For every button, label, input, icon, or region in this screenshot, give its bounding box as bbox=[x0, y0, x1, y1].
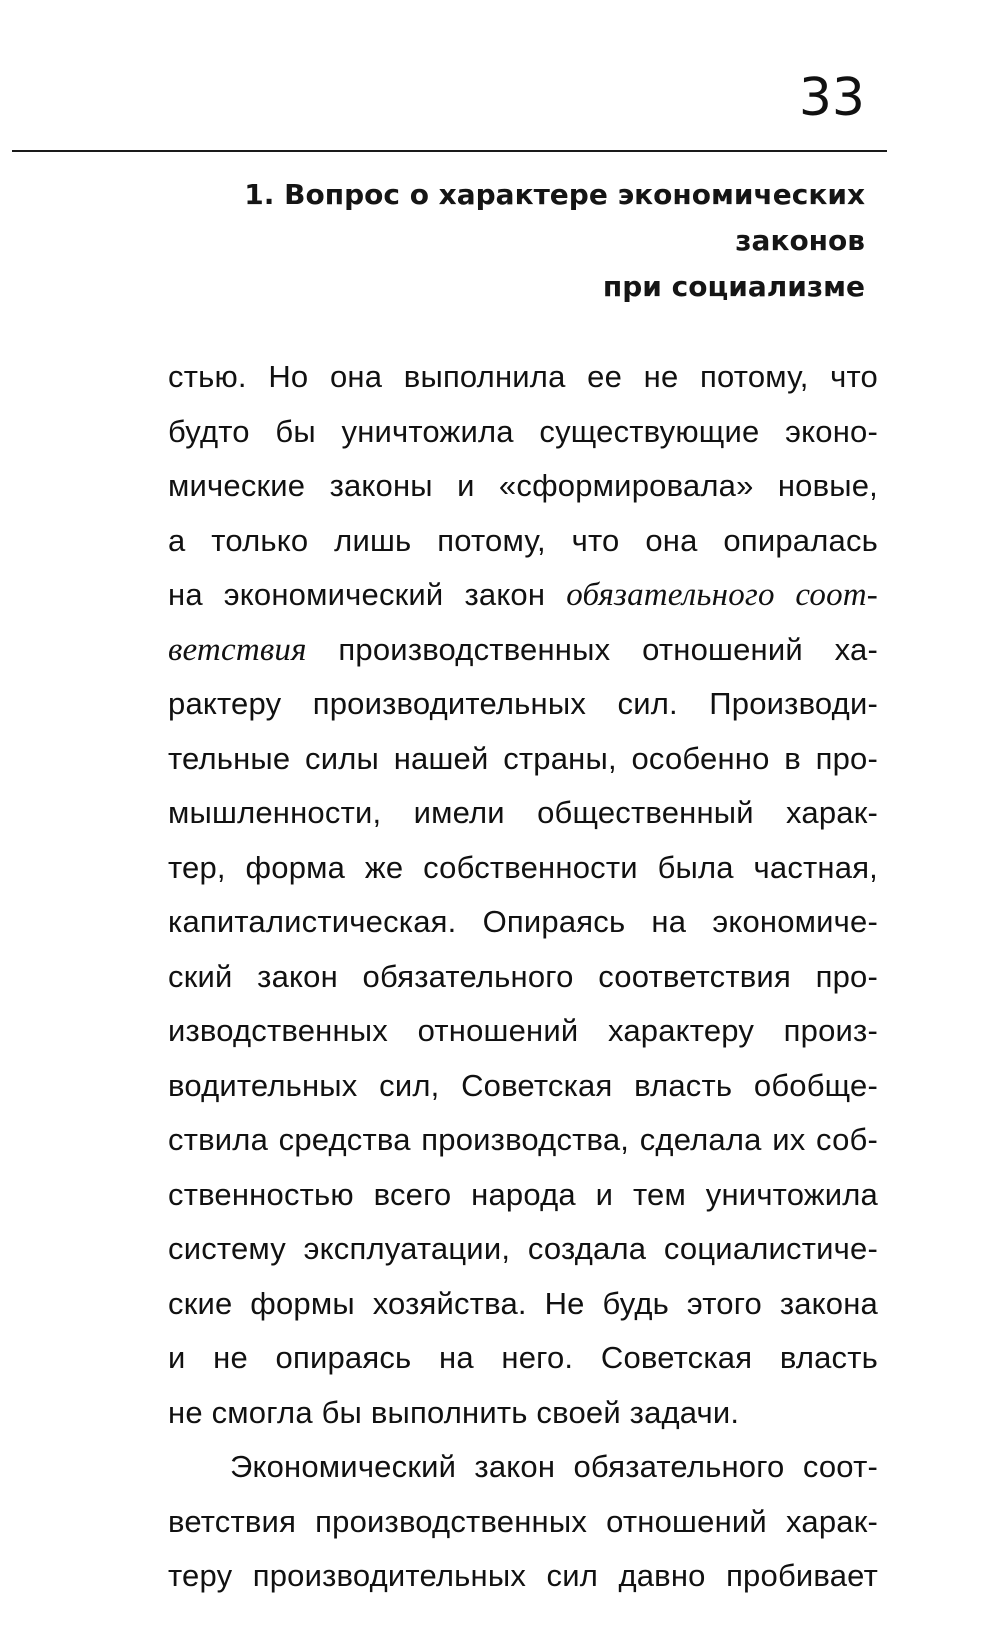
header-rule bbox=[12, 150, 887, 152]
running-head bbox=[145, 172, 865, 310]
text-line: ский закон обязательного соответствия про- bbox=[168, 958, 878, 994]
running-head-line: при социализме bbox=[602, 270, 865, 303]
text-line: капиталистическая. Опираясь на экономиче- bbox=[168, 904, 878, 939]
text-line: мические законы и «сформировала» новые, bbox=[168, 468, 878, 503]
text-line: не смогла бы выполнить своей задачи. bbox=[168, 1394, 740, 1430]
text-line: тер, форма же собственности была частная, bbox=[168, 849, 878, 885]
text-line: изводственных отношений характеру произ- bbox=[168, 1013, 878, 1048]
text-line: ственностью всего народа и тем уничтожила bbox=[168, 1176, 878, 1212]
italic-term: обязательного соот- bbox=[566, 577, 878, 613]
text-line bbox=[168, 568, 878, 623]
text-line: стью. Но она выполнила ее не потому, что bbox=[168, 359, 878, 394]
text-line: а только лишь потому, что она опиралась bbox=[168, 522, 878, 558]
body-text bbox=[168, 350, 878, 1604]
text-line: Экономический закон обязательного соот- bbox=[230, 1449, 878, 1484]
text-line: ские формы хозяйства. Не будь этого закона bbox=[168, 1285, 878, 1321]
text-line: водительных сил, Советская власть обобще- bbox=[168, 1067, 878, 1103]
page-number: 33 bbox=[798, 68, 865, 128]
text-line: систему эксплуатации, создала социалистиче- bbox=[168, 1231, 878, 1266]
italic-term: ветствия bbox=[168, 631, 307, 668]
text-line: ствила средства производства, сделала их соб- bbox=[168, 1122, 878, 1157]
running-head-line: 1. Вопрос о характере экономических законов bbox=[244, 178, 865, 257]
text-line: и не опираясь на него. Советская власть bbox=[168, 1340, 878, 1375]
text-line: рактеру производительных сил. Производи- bbox=[168, 686, 878, 721]
text-segment: производственных отношений ха- bbox=[306, 631, 878, 667]
text-line bbox=[168, 623, 878, 678]
text-line: мышленности, имели общественный харак- bbox=[168, 795, 878, 830]
text-line: тельные силы нашей страны, особенно в про- bbox=[168, 740, 878, 776]
text-line: ветствия производственных отношений харак- bbox=[168, 1503, 878, 1539]
text-line: теру производительных сил давно пробивает bbox=[168, 1558, 878, 1593]
text-line: будто бы уничтожила существующие эконо- bbox=[168, 413, 878, 449]
text-segment: на экономический закон bbox=[168, 577, 567, 612]
